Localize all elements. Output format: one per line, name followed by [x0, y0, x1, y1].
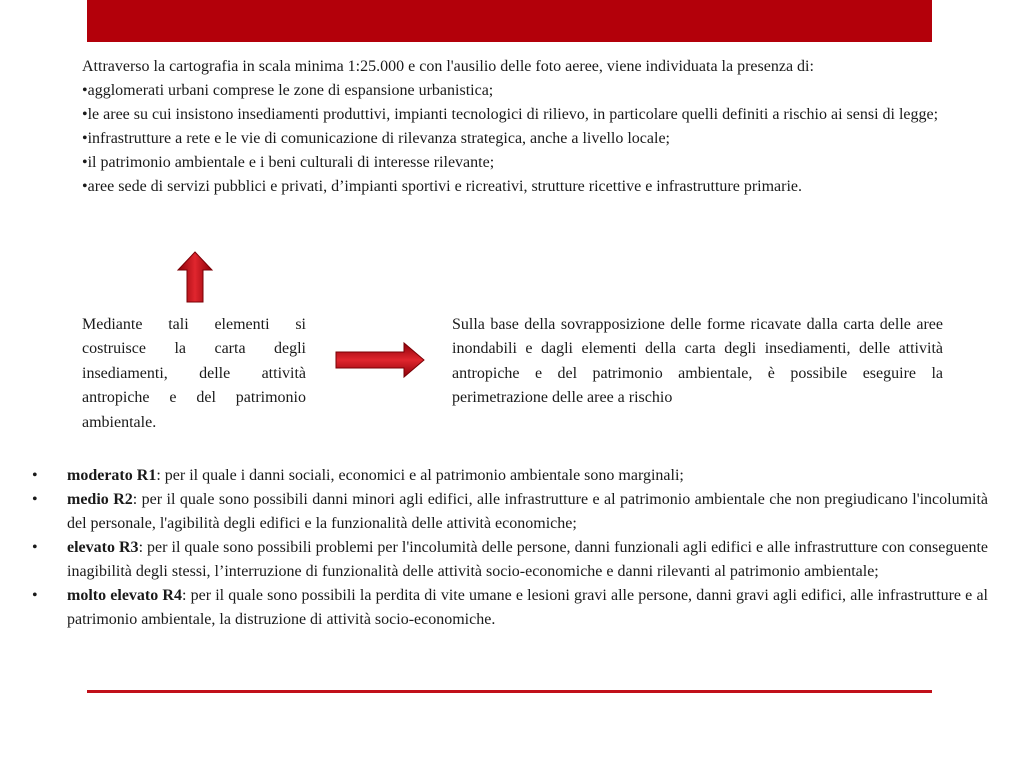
list-item [32, 536, 988, 584]
risk-description: : per il quale i danni sociali, economici e al patrimonio ambientale sono marginali; [156, 467, 684, 484]
risk-description: : per il quale sono possibili la perdita di vite umane e lesioni gravi alle persone, danni gravi agli edifici, alle infrastrutture e al patrimonio ambientale, la distruzione di attività socio-economiche. [67, 587, 988, 628]
list-item: •le aree su cui insistono insediamenti produttivi, impianti tecnologici di rilievo, in particolare quelli definiti a rischio ai sensi di legge; [82, 106, 939, 123]
bullet: • [32, 587, 38, 604]
bullet: • [32, 467, 38, 484]
list-item: •infrastrutture a rete e le vie di comunicazione di rilevanza strategica, anche a livello locale; [82, 130, 670, 147]
bullet: • [32, 539, 38, 556]
list-item [32, 488, 988, 536]
bullet: • [32, 491, 38, 508]
header-bar [87, 0, 932, 42]
list-item [32, 464, 988, 488]
risk-description: : per il quale sono possibili problemi per l'incolumità delle persone, danni funzionali agli edifici e alle infrastrutture con conseguente inagibilità degli stessi, l’interruzione di funzionalità delle attività socio-economiche e danni rilevanti al patrimonio ambientale; [67, 539, 988, 580]
footer-divider [87, 690, 932, 693]
risk-label: elevato R3 [67, 539, 139, 556]
intro-block [82, 55, 975, 199]
risk-label: moderato R1 [67, 467, 157, 484]
left-paragraph: Mediante tali elementi si costruisce la carta degli insediamenti, delle attività antropiche e del patrimonio ambientale. [82, 316, 306, 431]
list-item: •il patrimonio ambientale e i beni culturali di interesse rilevante; [82, 154, 495, 171]
list-item: •aree sede di servizi pubblici e privati, d’impianti sportivi e ricreativi, strutture ricettive e infrastrutture primarie. [82, 178, 803, 195]
risk-label: molto elevato R4 [67, 587, 182, 604]
list-item: •agglomerati urbani comprese le zone di espansione urbanistica; [82, 82, 494, 99]
right-arrow-icon [334, 341, 426, 379]
risk-level-list [32, 464, 988, 632]
list-item [32, 584, 988, 632]
right-paragraph: Sulla base della sovrapposizione delle forme ricavate dalla carta delle aree inondabili e dagli elementi della carta degli insediamenti, delle attività antropiche e del patrimonio ambientale, è possibile eseguire la perimetrazione delle aree a rischio [452, 316, 943, 407]
risk-description: : per il quale sono possibili danni minori agli edifici, alle infrastrutture e al patrimonio ambientale che non pregiudicano l'incolumità del personale, l'agibilità degli edifici e la funzionalità delle attività economiche; [67, 491, 989, 532]
risk-label: medio R2 [67, 491, 133, 508]
up-arrow-icon [176, 250, 214, 304]
intro-text: Attraverso la cartografia in scala minima 1:25.000 e con l'ausilio delle foto aeree, viene individuata la presenza di: [82, 58, 814, 75]
